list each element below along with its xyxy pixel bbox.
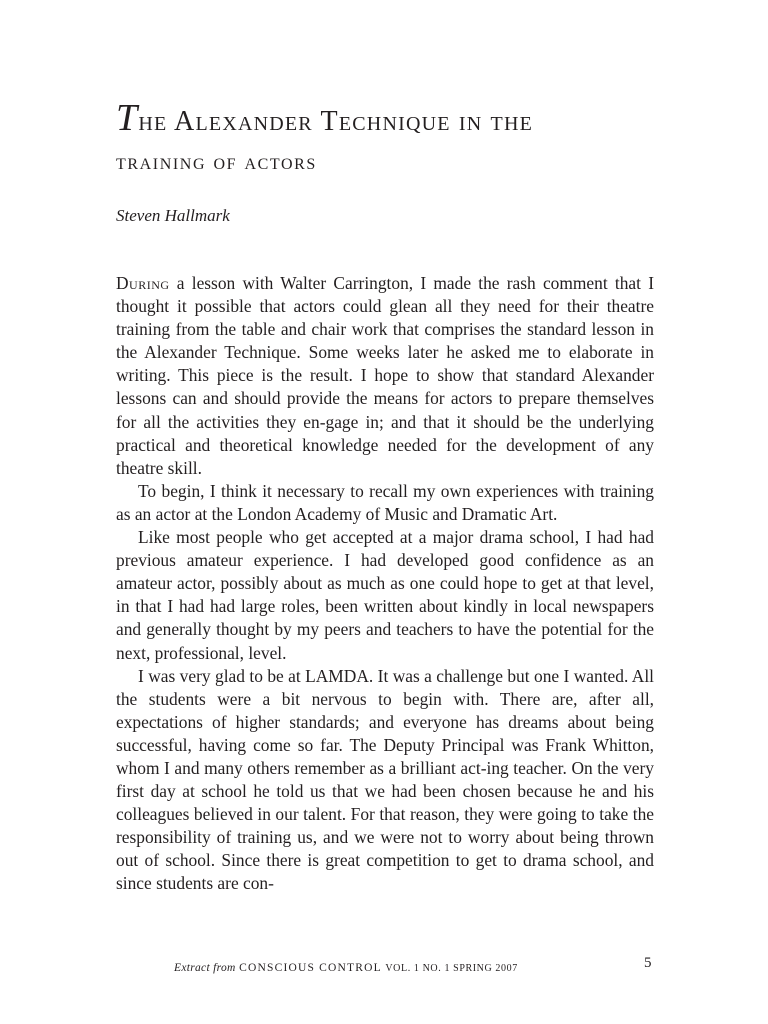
footer-journal-name: CONSCIOUS CONTROL: [239, 962, 382, 974]
article-title: [116, 98, 676, 182]
paragraph-3: Like most people who get accepted at a major drama school, I had had previous amateur experience. I had developed good confidence as an amateur actor, possibly about as much as one could hope to get at that level, in that I had had large roles, been written about kindly in local newspapers and generally thought by my peers and teachers to have the potential for the next, professional, level.: [116, 527, 654, 663]
lead-word: During: [116, 273, 170, 293]
footer-issue: VOL. 1 NO. 1 SPRING 2007: [385, 963, 518, 974]
title-initial: T: [116, 97, 139, 139]
paragraph-1-text: a lesson with Walter Carrington, I made the rash comment that I thought it possible that actors could glean all they need for their theatre training from the table and chair work that comprises the standard lesson in the Alexander Technique. Some weeks later he asked me to elaborate in writing. This piece is the result. I hope to show that standard Alexander lessons can and should provide the means for actors to prepare themselves for all the activities they en-gage in; and that it should be the underlying practical and theoretical knowledge needed for the development of any theatre skill.: [116, 273, 654, 478]
paragraph-2: To begin, I think it necessary to recall my own experiences with training as an actor at the London Academy of Music and Dramatic Art.: [116, 480, 654, 524]
title-line-1: he Alexander Technique in the: [138, 106, 534, 137]
page-number: 5: [644, 955, 652, 971]
page-footer: [174, 962, 518, 974]
paragraph-1: [116, 272, 654, 480]
paragraph-4: I was very glad to be at LAMDA. It was a challenge but one I wanted. All the students were a bit nervous to begin with. There are, after all, expectations of higher standards; and everyone has dreams about being successful, having come so far. The Deputy Principal was Frank Whitton, whom I and many others remember as a brilliant act-ing teacher. On the very first day at school he told us that we had been chosen because he and his colleagues believed in our talent. For that reason, they were going to take the responsibility of training us, and we were not to worry about being thrown out of school. Since there is great competition to get to drama school, and since students are con-: [116, 665, 654, 894]
title-line-2: training of actors: [116, 149, 317, 174]
footer-extract-label: Extract from: [174, 962, 236, 974]
author-name: Steven Hallmark: [116, 206, 230, 225]
article-body: [116, 272, 654, 896]
